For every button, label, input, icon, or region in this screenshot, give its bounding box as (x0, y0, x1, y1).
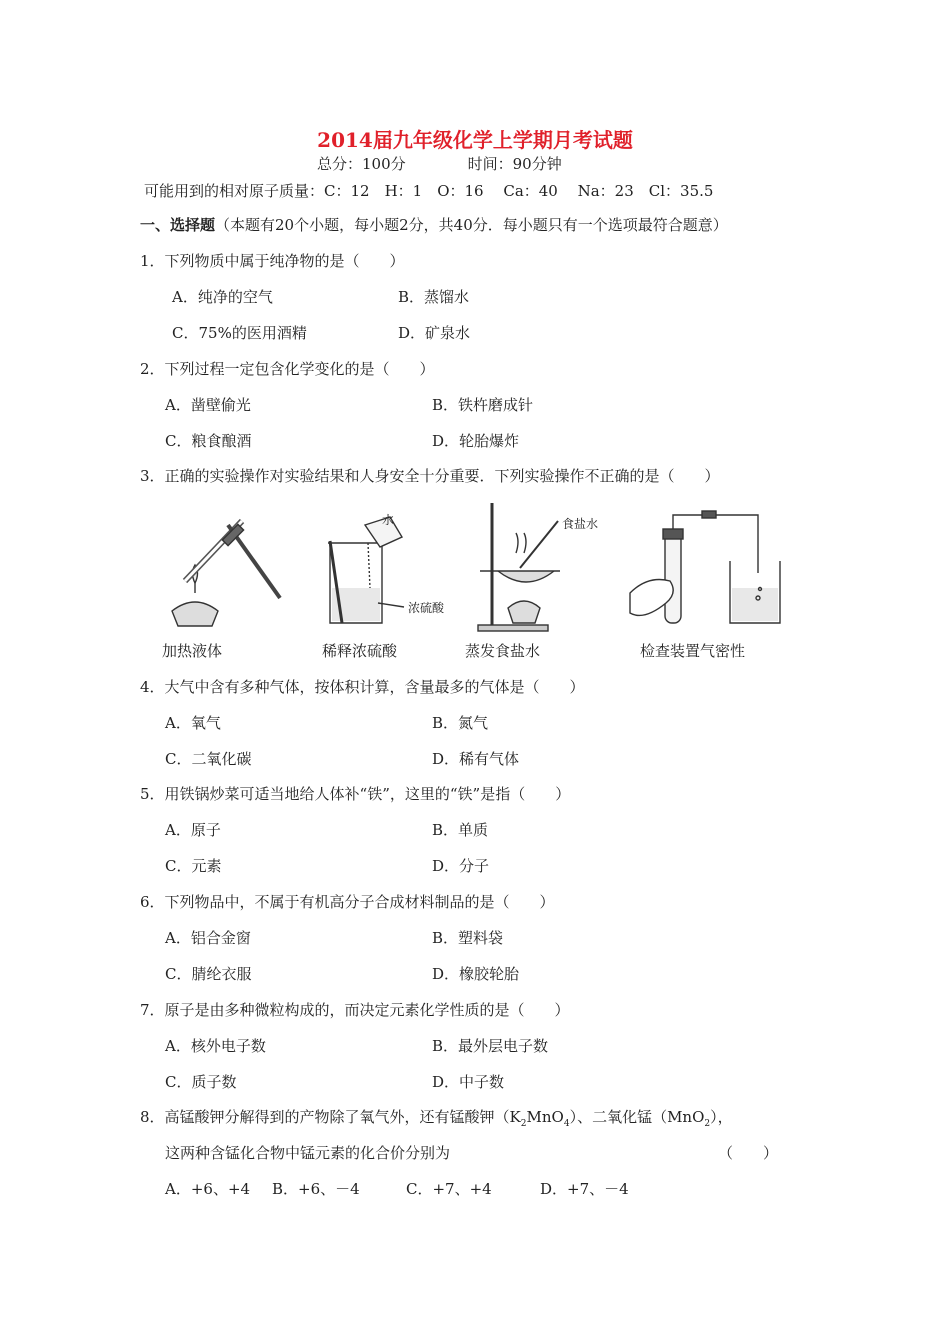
option-c: C．质子数 (165, 1073, 237, 1091)
check-airtightness-diagram (630, 511, 780, 623)
subscript: 2 (520, 1119, 527, 1129)
q8-text: ）， (710, 1108, 733, 1126)
q8-text: ）、二氧化锰（MnO (569, 1108, 705, 1126)
acid-label: 浓硫酸 (408, 601, 445, 615)
option-d: D．中子数 (432, 1073, 505, 1091)
lab-apparatus-illustration (150, 503, 790, 638)
option-c: C．二氧化碳 (165, 750, 252, 768)
option-b: B．铁杵磨成针 (432, 396, 534, 414)
option-d: D．+7、－4 (540, 1180, 629, 1198)
option-d: D．橡胶轮胎 (432, 965, 520, 983)
option-d: D．矿泉水 (398, 324, 471, 342)
answer-paren: （ ） (718, 1144, 779, 1162)
figure-caption: 检查装置气密性 (640, 642, 746, 660)
option-c: C．粮食酿酒 (165, 432, 252, 450)
heating-liquid-diagram (172, 521, 280, 626)
exam-meta (317, 153, 624, 174)
page-title: 2014届九年级化学上学期月考试题 (317, 128, 633, 152)
question-stem-continued: 这两种含锰化合物中锰元素的化合价分别为 (165, 1144, 451, 1162)
question-stem: 5．用铁锅炒菜可适当地给人体补“铁”，这里的“铁”是指（ ） (140, 785, 571, 803)
subscript: 4 (563, 1119, 570, 1129)
option-a: A．凿壁偷光 (165, 396, 251, 414)
saltwater-label: 食盐水 (562, 517, 599, 531)
dilute-acid-diagram (328, 517, 404, 623)
question-stem: 1．下列物质中属于纯净物的是（ ） (140, 252, 405, 270)
option-a: A．纯净的空气 (172, 288, 273, 306)
question-stem (140, 1106, 733, 1129)
option-b: B．+6、－4 (272, 1180, 360, 1198)
q8-text: 8．高锰酸钾分解得到的产物除了氧气外，还有锰酸钾（K (140, 1108, 521, 1126)
question-stem: 4．大气中含有多种气体，按体积计算，含量最多的气体是（ ） (140, 678, 585, 696)
option-c: C．+7、+4 (406, 1180, 492, 1198)
option-a: A．核外电子数 (165, 1037, 266, 1055)
evaporate-saltwater-diagram (478, 503, 560, 631)
question-stem: 2．下列过程一定包含化学变化的是（ ） (140, 360, 435, 378)
option-b: B．氮气 (432, 714, 489, 732)
water-label: 水 (382, 513, 395, 527)
section-heading (140, 214, 728, 235)
figure-caption: 蒸发食盐水 (465, 642, 541, 660)
option-a: A．+6、+4 (165, 1180, 251, 1198)
option-a: A．原子 (165, 821, 221, 839)
option-d: D．轮胎爆炸 (432, 432, 520, 450)
question-stem: 3．正确的实验操作对实验结果和人身安全十分重要．下列实验操作不正确的是（ ） (140, 467, 720, 485)
exam-time: 时间：90分钟 (467, 155, 562, 173)
q8-text: MnO (526, 1108, 564, 1126)
option-b: B．蒸馏水 (398, 288, 470, 306)
section-title: 一、选择题 (140, 216, 216, 234)
total-score: 总分：100分 (317, 155, 406, 173)
lab-figures (150, 503, 790, 663)
figure-caption: 加热液体 (162, 642, 223, 660)
atomic-masses: 可能用到的相对原子质量：C：12 H：1 O：16 Ca：40 Na：23 Cl：35.5 (144, 182, 714, 200)
option-d: D．稀有气体 (432, 750, 520, 768)
option-b: B．塑料袋 (432, 929, 504, 947)
option-a: A．氧气 (165, 714, 221, 732)
option-b: B．最外层电子数 (432, 1037, 549, 1055)
subscript: 2 (704, 1119, 711, 1129)
option-a: A．铝合金窗 (165, 929, 251, 947)
option-d: D．分子 (432, 857, 490, 875)
option-c: C．元素 (165, 857, 222, 875)
option-c: C．75%的医用酒精 (172, 324, 307, 342)
option-c: C．腈纶衣服 (165, 965, 252, 983)
option-b: B．单质 (432, 821, 489, 839)
section-instructions: （本题有20个小题，每小题2分，共40分．每小题只有一个选项最符合题意） (215, 216, 728, 234)
figure-caption: 稀释浓硫酸 (322, 642, 398, 660)
question-stem: 6．下列物品中，不属于有机高分子合成材料制品的是（ ） (140, 893, 555, 911)
question-stem: 7．原子是由多种微粒构成的，而决定元素化学性质的是（ ） (140, 1001, 570, 1019)
